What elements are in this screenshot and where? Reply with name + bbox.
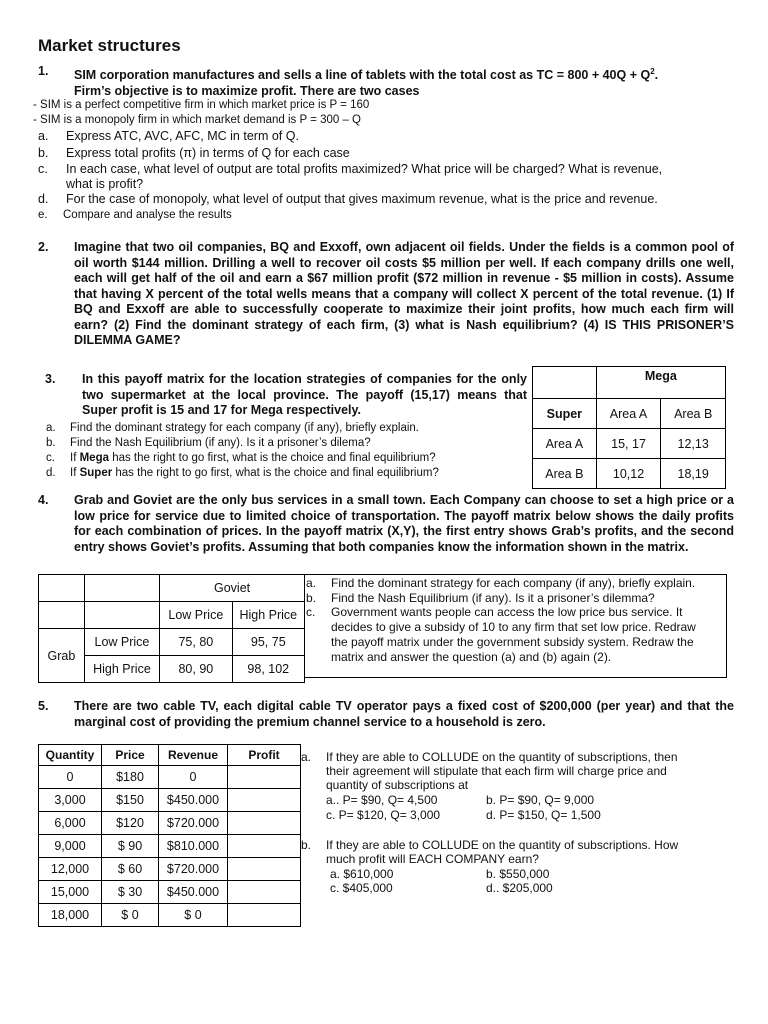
table-row <box>39 835 301 858</box>
q5-qb-option: c. $405,000 <box>330 881 393 895</box>
q1-stem-period: . <box>654 68 659 83</box>
q3-item-a: Find the dominant strategy for each company (if any), briefly explain. <box>70 422 420 434</box>
q3-row-header: Area B <box>533 459 597 489</box>
q4-col-header: High Price <box>232 602 304 629</box>
q1-item-d: For the case of monopoly, what level of output that gives maximum revenue, what is the price and revenue. <box>66 192 658 206</box>
q4-item-label-a: a. <box>306 576 317 590</box>
q5-revenue-table <box>38 744 301 927</box>
q1-item-label-c: c. <box>38 162 48 176</box>
q1-item-a: Express ATC, AVC, AFC, MC in term of Q. <box>66 129 299 143</box>
q5-cell <box>228 904 301 927</box>
q3-text: In this payoff matrix for the location strategies of companies for the only two supermarket at the local province. The payoff (15,17) means that Super profit is 15 and 17 for Mega respectively. <box>82 372 527 417</box>
q1-case-1: - SIM is a perfect competitive firm in which market price is P = 160 <box>33 99 370 111</box>
q5-cell: 0 <box>39 766 102 789</box>
q2-number: 2. <box>38 240 49 254</box>
q5-cell: $ 0 <box>102 904 159 927</box>
q1-item-c: In each case, what level of output are total profits maximized? What price will be charged? What is revenue, <box>66 162 663 176</box>
q5-col-header: Quantity <box>39 745 102 766</box>
q5-qb-option: a. $610,000 <box>330 867 394 881</box>
q4-row-header: Low Price <box>84 629 159 656</box>
q5-qa-option: d. P= $150, Q= 1,500 <box>486 808 601 822</box>
q5-cell: 9,000 <box>39 835 102 858</box>
q5-qa-line: If they are able to COLLUDE on the quantity of subscriptions, then <box>326 750 678 764</box>
q3-number: 3. <box>45 372 56 386</box>
q3-item-c-bold: Mega <box>79 452 109 464</box>
q5-cell: $ 0 <box>159 904 228 927</box>
q4-item-c-line: the payoff matrix under the government subsidy system. Redraw the <box>331 635 694 649</box>
q4-item-label-b: b. <box>306 591 317 605</box>
q4-payoff-cell: 98, 102 <box>232 656 304 683</box>
q1-stem <box>74 64 764 99</box>
q1-stem-exponent: 2 <box>650 67 655 76</box>
q3-row-header: Area A <box>533 429 597 459</box>
q4-payoff-matrix <box>38 574 305 683</box>
q4-matrix-corner <box>39 602 85 629</box>
table-row <box>39 629 305 656</box>
q5-qb-label: b. <box>301 838 312 852</box>
q5-cell: $ 60 <box>102 858 159 881</box>
q5-cell <box>228 858 301 881</box>
q4-row-player: Grab <box>39 629 85 683</box>
q1-number: 1. <box>38 64 49 78</box>
q5-cell: 3,000 <box>39 789 102 812</box>
q3-payoff-cell: 10,12 <box>596 459 661 489</box>
q5-cell <box>228 835 301 858</box>
q3-payoff-cell: 15, 17 <box>596 429 661 459</box>
q4-row-header: High Price <box>84 656 159 683</box>
q1-item-label-d: d. <box>38 192 49 206</box>
q5-qa-line: quantity of subscriptions at <box>326 778 469 792</box>
q1-item-label-b: b. <box>38 146 49 160</box>
q4-text: Grab and Goviet are the only bus services in a small town. Each Company can choose to set a high price or a low price for service due to limited choice of transportation. The payoff matrix below shows the daily profits for each combination of prices. In the payoff matrix (X,Y), the first entry shows Grab’s profits, and the second entry shows Goviet’s profits. Assuming that both companies know the information shown in the matrix. <box>74 493 734 554</box>
q5-cell: $120 <box>102 812 159 835</box>
q5-qa-option: c. P= $120, Q= 3,000 <box>326 808 441 822</box>
q3-col-player: Mega <box>596 367 725 399</box>
q5-qb-line: much profit will EACH COMPANY earn? <box>326 852 539 866</box>
q3-payoff-cell: 12,13 <box>661 429 726 459</box>
q4-item-c-line: matrix and answer the question (a) and (b) again (2). <box>331 650 612 664</box>
q3-matrix-corner <box>533 367 597 399</box>
q5-cell <box>228 881 301 904</box>
q5-text: There are two cable TV, each digital cable TV operator pays a fixed cost of $200,000 (per year) and that the marginal cost of providing the premium channel service to a household is zero. <box>74 699 734 729</box>
q1-item-c-cont: what is profit? <box>66 177 144 191</box>
q5-cell: $180 <box>102 766 159 789</box>
q5-cell: $450.000 <box>159 881 228 904</box>
q5-cell <box>228 766 301 789</box>
q3-row-player: Super <box>533 399 597 429</box>
q3-item-label-a: a. <box>46 422 56 434</box>
table-row <box>39 812 301 835</box>
q5-qa-option: a.. P= $90, Q= 4,500 <box>326 793 438 807</box>
q3-item-d-pre: If <box>70 467 80 479</box>
q3-item-label-d: d. <box>46 467 56 479</box>
q5-col-header: Price <box>102 745 159 766</box>
q4-matrix-corner <box>84 602 159 629</box>
q5-cell: $ 90 <box>102 835 159 858</box>
q5-col-header: Profit <box>228 745 301 766</box>
q4-item-c-line: decides to give a subsidy of 10 to any firm that set low price. Redraw <box>331 620 696 634</box>
q5-cell: $720.000 <box>159 858 228 881</box>
q1-stem-line2: Firm’s objective is to maximize profit. There are two cases <box>74 83 420 98</box>
table-row <box>39 904 301 927</box>
q4-payoff-cell: 95, 75 <box>232 629 304 656</box>
q3-item-d-post: has the right to go first, what is the choice and final equilibrium? <box>112 467 439 479</box>
q3-payoff-matrix <box>532 366 726 489</box>
q3-item-label-c: c. <box>46 452 55 464</box>
q1-case-2: - SIM is a monopoly firm in which market demand is P = 300 – Q <box>33 114 361 126</box>
q3-item-d <box>70 466 439 480</box>
q5-cell: 6,000 <box>39 812 102 835</box>
q3-item-label-b: b. <box>46 437 56 449</box>
q5-cell: 12,000 <box>39 858 102 881</box>
table-row <box>39 789 301 812</box>
q5-qb-line: If they are able to COLLUDE on the quantity of subscriptions. How <box>326 838 679 852</box>
q1-item-label-e: e. <box>38 209 48 221</box>
q4-item-b: Find the Nash Equilibrium (if any). Is it a prisoner’s dilemma? <box>331 591 655 605</box>
q5-qa-option: b. P= $90, Q= 9,000 <box>486 793 595 807</box>
q2-text: Imagine that two oil companies, BQ and Exxoff, own adjacent oil fields. Under the fields is a common pool of oil worth $144 million. Drilling a well to recover oil costs $5 million per well. If each company drills one well, each will get half of the oil and earn a $67 million profit ($72 million in revenue - $5 million in costs). Assume that having X percent of the total wells means that a company will collect X percent of the total revenue. (1) If BQ and Exxoff are able to successfully cooperate to maximize their joint profits, how much each firm will earn? (2) Find the dominant strategy of each firm, (3) what is Nash equilibrium? (4) IS THIS PRISONER’S DILEMMA GAME? <box>74 240 734 347</box>
q4-matrix-corner <box>84 575 159 602</box>
table-row <box>39 858 301 881</box>
q5-qb-option: b. $550,000 <box>486 867 550 881</box>
q5-col-header: Revenue <box>159 745 228 766</box>
table-row <box>39 766 301 789</box>
q3-item-c-pre: If <box>70 452 80 464</box>
table-row <box>533 459 726 489</box>
q4-payoff-cell: 75, 80 <box>160 629 232 656</box>
q3-col-header: Area A <box>596 399 661 429</box>
table-row <box>533 429 726 459</box>
q5-cell: $150 <box>102 789 159 812</box>
q4-col-player: Goviet <box>160 575 305 602</box>
q1-item-label-a: a. <box>38 129 49 143</box>
q5-cell <box>228 789 301 812</box>
q1-item-b: Express total profits (π) in terms of Q for each case <box>66 146 350 160</box>
q4-payoff-cell: 80, 90 <box>160 656 232 683</box>
q5-cell: $810.000 <box>159 835 228 858</box>
q3-item-c-post: has the right to go first, what is the choice and final equilibrium? <box>109 452 436 464</box>
q4-item-label-c: c. <box>306 605 316 619</box>
q5-cell: 0 <box>159 766 228 789</box>
q5-qa-line: their agreement will stipulate that each firm will charge price and <box>326 764 667 778</box>
q5-cell: $450.000 <box>159 789 228 812</box>
q5-qa-label: a. <box>301 750 312 764</box>
q3-item-b: Find the Nash Equilibrium (if any). Is it a prisoner’s dilema? <box>70 437 371 449</box>
q3-item-c <box>70 451 436 465</box>
q3-payoff-cell: 18,19 <box>661 459 726 489</box>
q5-cell: 18,000 <box>39 904 102 927</box>
q5-number: 5. <box>38 699 49 713</box>
q5-qb-option: d.. $205,000 <box>486 881 553 895</box>
q5-cell: $ 30 <box>102 881 159 904</box>
q3-col-header: Area B <box>661 399 726 429</box>
q1-item-e: Compare and analyse the results <box>63 209 232 221</box>
q4-col-header: Low Price <box>160 602 232 629</box>
q4-item-c-line: Government wants people can access the low price bus service. It <box>331 605 683 619</box>
q5-cell: $720.000 <box>159 812 228 835</box>
q4-matrix-corner <box>39 575 85 602</box>
q4-number: 4. <box>38 493 49 507</box>
page-title: Market structures <box>38 36 181 55</box>
table-row <box>39 881 301 904</box>
q3-item-d-bold: Super <box>79 467 113 479</box>
q5-cell <box>228 812 301 835</box>
q5-cell: 15,000 <box>39 881 102 904</box>
q4-item-a: Find the dominant strategy for each company (if any), briefly explain. <box>331 576 696 590</box>
q1-stem-line1: SIM corporation manufactures and sells a line of tablets with the total cost as TC = 800 + 40Q + Q <box>74 68 651 83</box>
